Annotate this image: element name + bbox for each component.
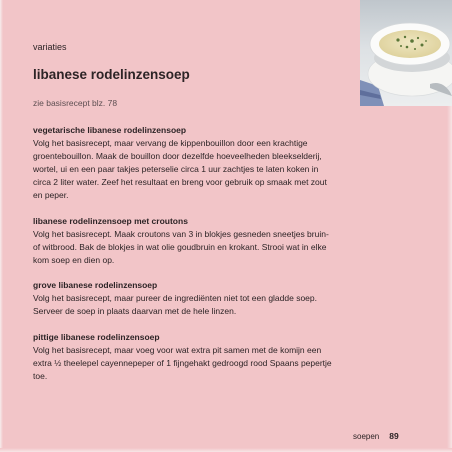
variation-heading: pittige libanese rodelinzensoep [33, 331, 160, 342]
variation-spicy [33, 331, 433, 383]
variation-croutons [33, 215, 433, 267]
scan-edge-left [0, 0, 3, 452]
scan-edge-right [447, 106, 452, 452]
body-line: Volg het basisrecept, maar vervang de kippenbouillon door een krachtige [33, 138, 308, 148]
chapter-name: soepen [353, 432, 380, 441]
body-line: extra ½ theelepel cayennepeper of 1 fijngehakt gedroogd rood Spaans pepertje [33, 357, 332, 368]
body-line: Volg het basisrecept, maar voeg voor wat extra pit samen met de komijn een [33, 344, 322, 355]
recipe-reference: zie basisrecept blz. 78 [33, 98, 118, 108]
variation-heading: libanese rodelinzensoep met croutons [33, 215, 188, 226]
variations-list [33, 124, 433, 395]
body-line: Serveer de soep in plaats daarvan met de hele linzen. [33, 306, 237, 316]
body-line: toe. [33, 370, 48, 381]
body-line: Volg het basisrecept, maar pureer de ingrediënten niet tot een gladde soep. [33, 293, 317, 303]
recipe-title: libanese rodelinzensoep [33, 67, 190, 82]
soup-photo [360, 0, 452, 106]
body-line: groentebouillon. Maak de bouillon door dezelfde hoeveelheden bleekselderij, [33, 151, 322, 161]
body-line: circa 2 liter water. Zeef het resultaat en breng voor gebruik op smaak met zout [33, 177, 327, 187]
body-line: kom soep en dien op. [33, 254, 115, 265]
page-number: 89 [389, 431, 399, 441]
section-label: variaties [33, 42, 67, 52]
body-line: wortel, ui en een paar takjes peterselie circa 1 uur zachtjes te laten koken in [33, 164, 319, 174]
page-footer [353, 430, 399, 443]
variation-vegetarian [33, 124, 433, 202]
body-line: of witbrood. Bak de blokjes in wat olie goudbruin en krokant. Strooi wat in elke [33, 241, 327, 252]
soup [379, 30, 441, 58]
body-line: en peper. [33, 190, 69, 200]
body-line: Volg het basisrecept. Maak croutons van 3 in blokjes gesneden sneetjes bruin- [33, 228, 329, 239]
variation-coarse [33, 279, 433, 318]
variation-heading: vegetarische libanese rodelinzensoep [33, 125, 187, 135]
scan-edge-bottom [0, 448, 452, 452]
variation-heading: grove libanese rodelinzensoep [33, 280, 158, 290]
